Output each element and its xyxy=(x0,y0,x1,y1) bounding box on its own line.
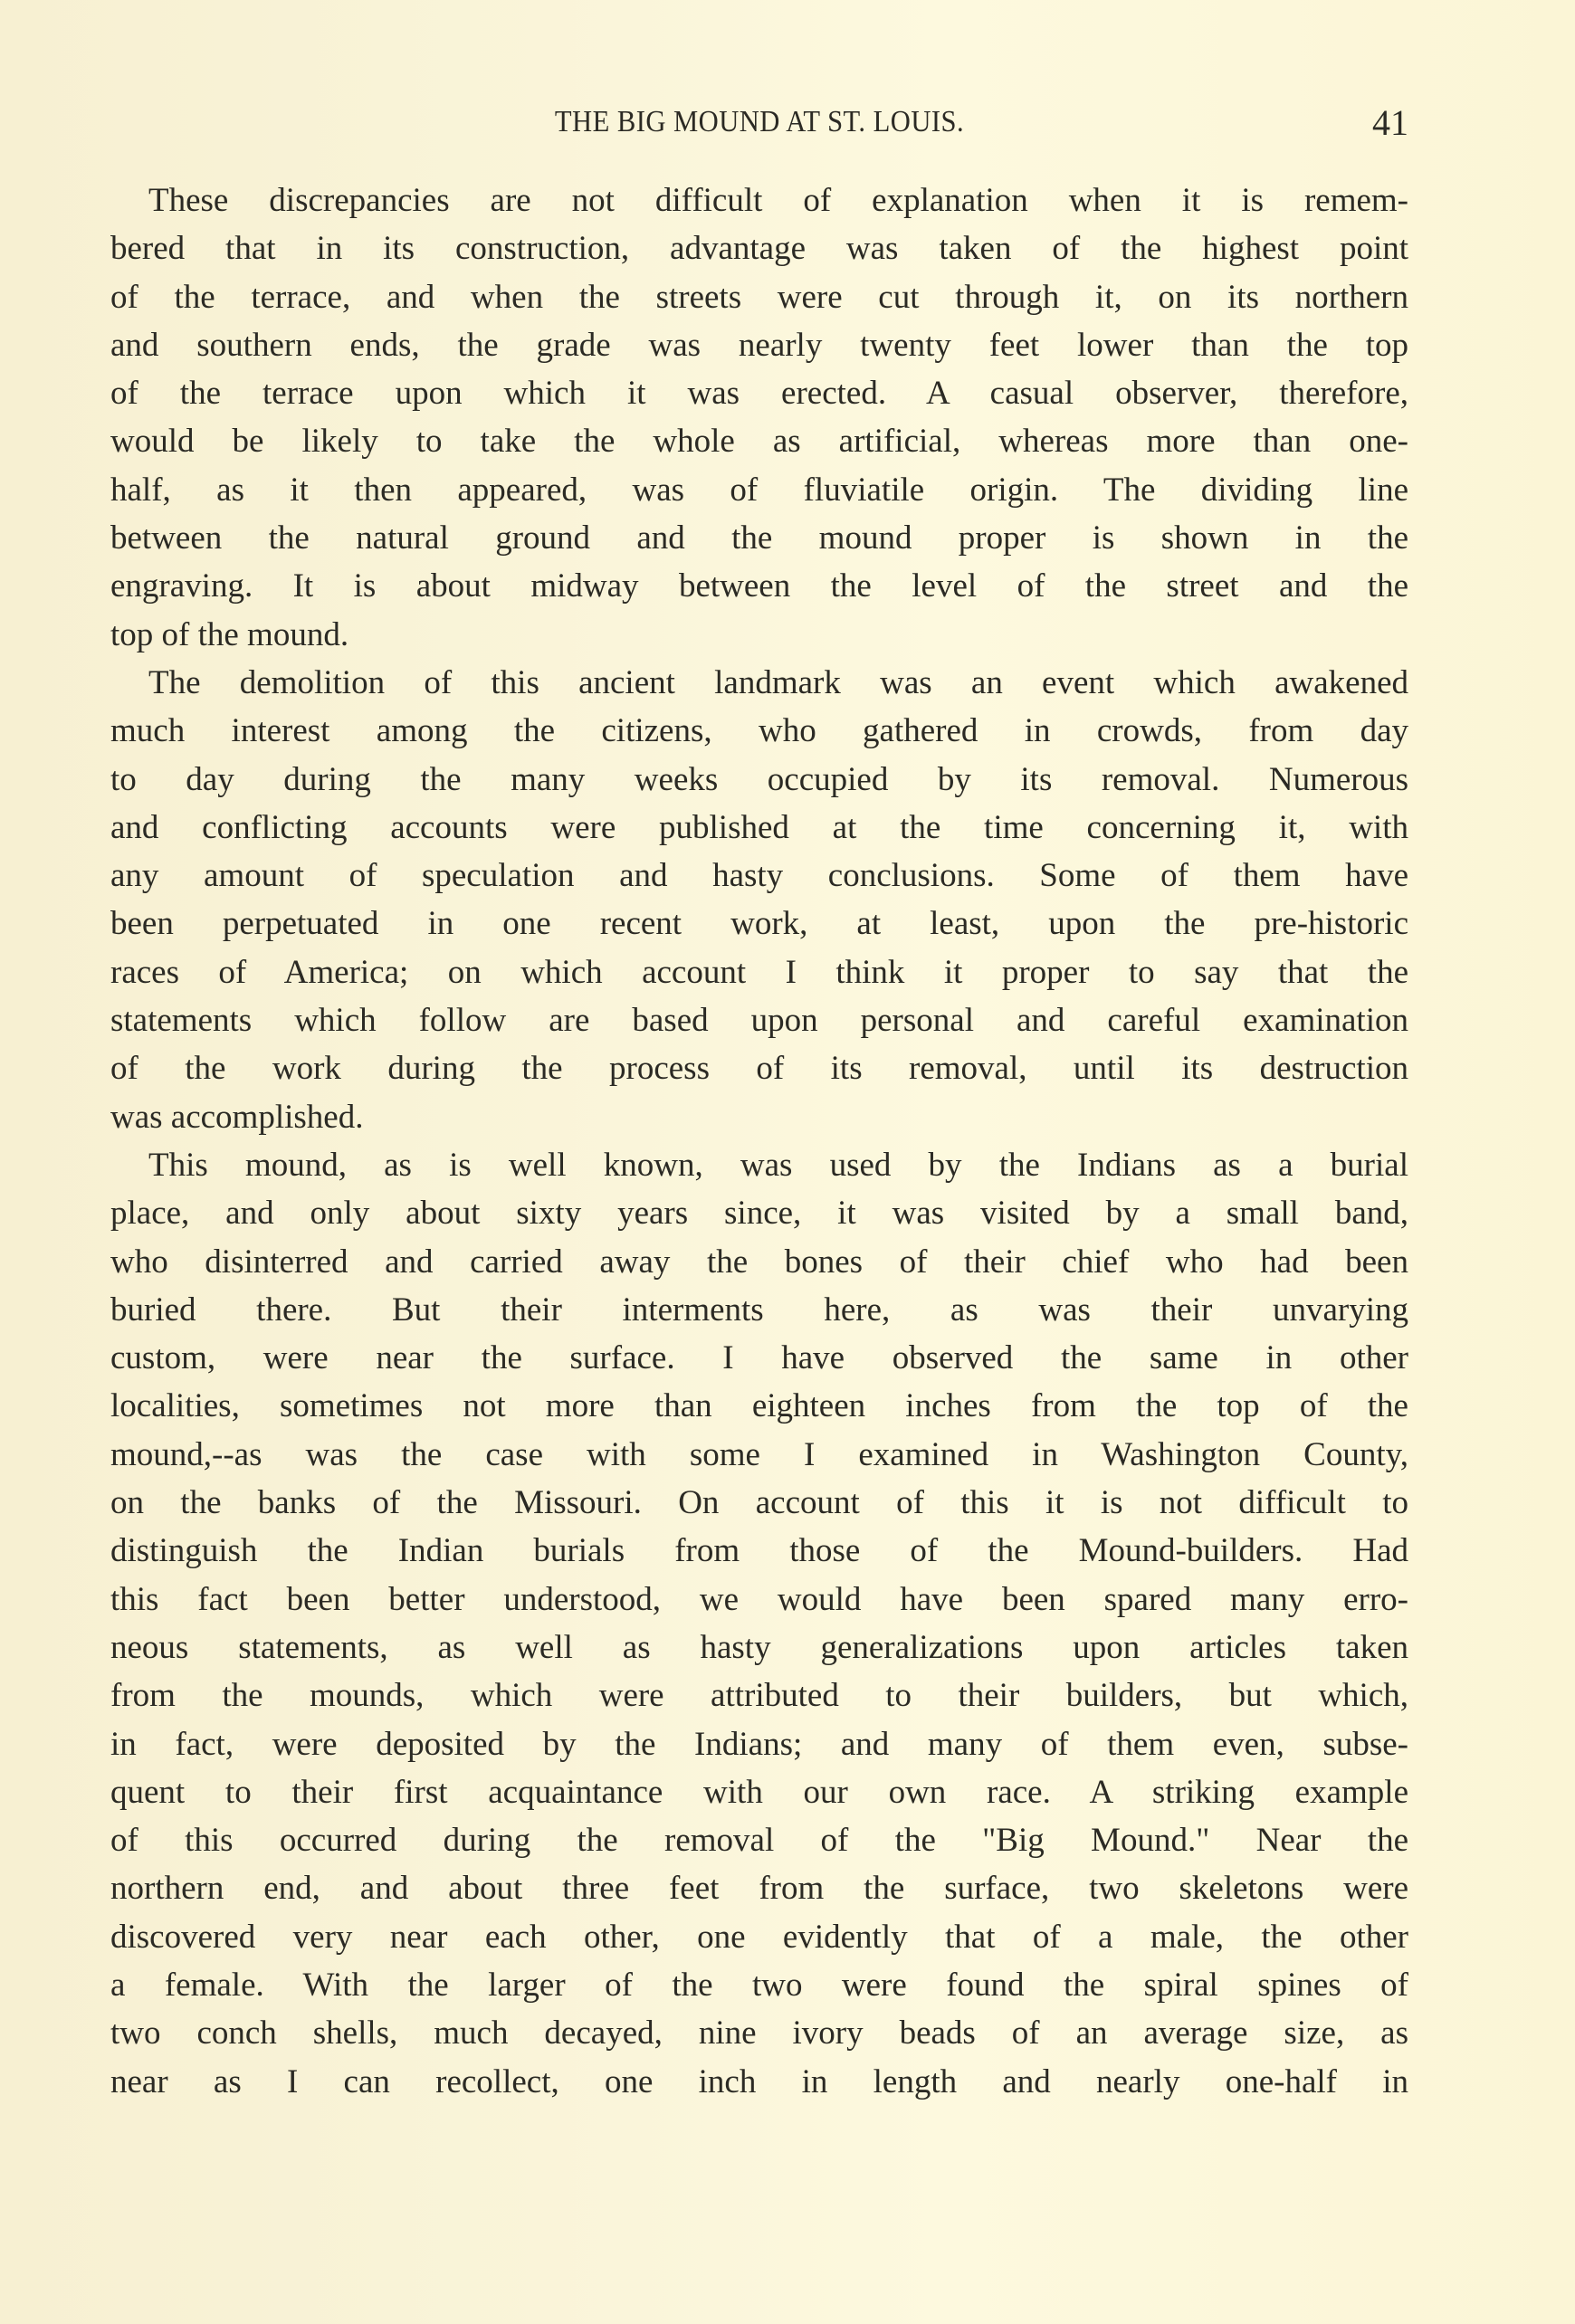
running-head xyxy=(110,101,1408,147)
text-line: of the terrace, and when the streets were cut through it, on its northern xyxy=(110,278,1408,316)
text-line: quent to their first acquaintance with our own race. A striking example xyxy=(110,1773,1408,1811)
text-line: half, as it then appeared, was of fluviatile origin. The dividing line xyxy=(110,471,1408,509)
text-line: of the work during the process of its removal, until its destruction xyxy=(110,1050,1408,1088)
text-line: bered that in its construction, advantage was taken of the highest point xyxy=(110,230,1408,268)
text-line: discovered very near each other, one evidently that of a male, the other xyxy=(110,1918,1408,1956)
paragraph xyxy=(110,659,1408,1141)
text-line: been perpetuated in one recent work, at least, upon the pre-historic xyxy=(110,905,1408,943)
text-line: northern end, and about three feet from the surface, two skeletons were xyxy=(110,1870,1408,1908)
text-line: between the natural ground and the mound proper is shown in the xyxy=(110,519,1408,557)
text-line: mound,--as was the case with some I examined in Washington County, xyxy=(110,1435,1408,1473)
text-line: who disinterred and carried away the bones of their chief who had been xyxy=(110,1243,1408,1281)
text-line: of the terrace upon which it was erected. A casual observer, therefore, xyxy=(110,375,1408,413)
text-line: distinguish the Indian burials from those of the Mound-builders. Had xyxy=(110,1532,1408,1570)
text-line: statements which follow are based upon personal and careful examination xyxy=(110,1002,1408,1040)
paragraph xyxy=(110,176,1408,659)
text-line: near as I can recollect, one inch in length and nearly one-half in xyxy=(110,2062,1408,2100)
text-line: These discrepancies are not difficult of explanation when it is remem- xyxy=(148,182,1408,219)
text-line: from the mounds, which were attributed to their builders, but which, xyxy=(110,1677,1408,1715)
paragraph xyxy=(110,1141,1408,2106)
text-line: races of America; on which account I think it proper to say that the xyxy=(110,953,1408,991)
text-line: engraving. It is about midway between the level of the street and the xyxy=(110,567,1408,605)
text-line: in fact, were deposited by the Indians; and many of them even, subse- xyxy=(110,1725,1408,1763)
body-text xyxy=(110,176,1408,2106)
text-line: and conflicting accounts were published at the time concerning it, with xyxy=(110,808,1408,846)
text-line: neous statements, as well as hasty generalizations upon articles taken xyxy=(110,1628,1408,1666)
text-line: place, and only about sixty years since, it was visited by a small band, xyxy=(110,1195,1408,1233)
text-line: on the banks of the Missouri. On account of this it is not difficult to xyxy=(110,1484,1408,1522)
text-line: would be likely to take the whole as artificial, whereas more than one- xyxy=(110,423,1408,461)
page-number: 41 xyxy=(1372,102,1408,143)
running-title: THE BIG MOUND AT ST. LOUIS. xyxy=(554,105,965,138)
text-line: of this occurred during the removal of the "Big Mound." Near the xyxy=(110,1822,1408,1860)
text-line: any amount of speculation and hasty conclusions. Some of them have xyxy=(110,857,1408,895)
text-line: to day during the many weeks occupied by its removal. Numerous xyxy=(110,760,1408,798)
text-line: buried there. But their interments here, as was their unvarying xyxy=(110,1291,1408,1329)
text-line: much interest among the citizens, who gathered in crowds, from day xyxy=(110,712,1408,750)
text-line: custom, were near the surface. I have observed the same in other xyxy=(110,1339,1408,1377)
text-line: top of the mound. xyxy=(110,615,349,653)
text-line: this fact been better understood, we would have been spared many erro- xyxy=(110,1580,1408,1618)
text-line: two conch shells, much decayed, nine ivory beads of an average size, as xyxy=(110,2014,1408,2053)
text-line: and southern ends, the grade was nearly twenty feet lower than the top xyxy=(110,326,1408,364)
text-line: The demolition of this ancient landmark was an event which awakened xyxy=(148,663,1408,701)
text-line: a female. With the larger of the two were found the spiral spines of xyxy=(110,1966,1408,2004)
text-line: localities, sometimes not more than eighteen inches from the top of the xyxy=(110,1387,1408,1425)
text-line: This mound, as is well known, was used by the Indians as a burial xyxy=(148,1146,1408,1184)
text-line: was accomplished. xyxy=(110,1098,364,1136)
